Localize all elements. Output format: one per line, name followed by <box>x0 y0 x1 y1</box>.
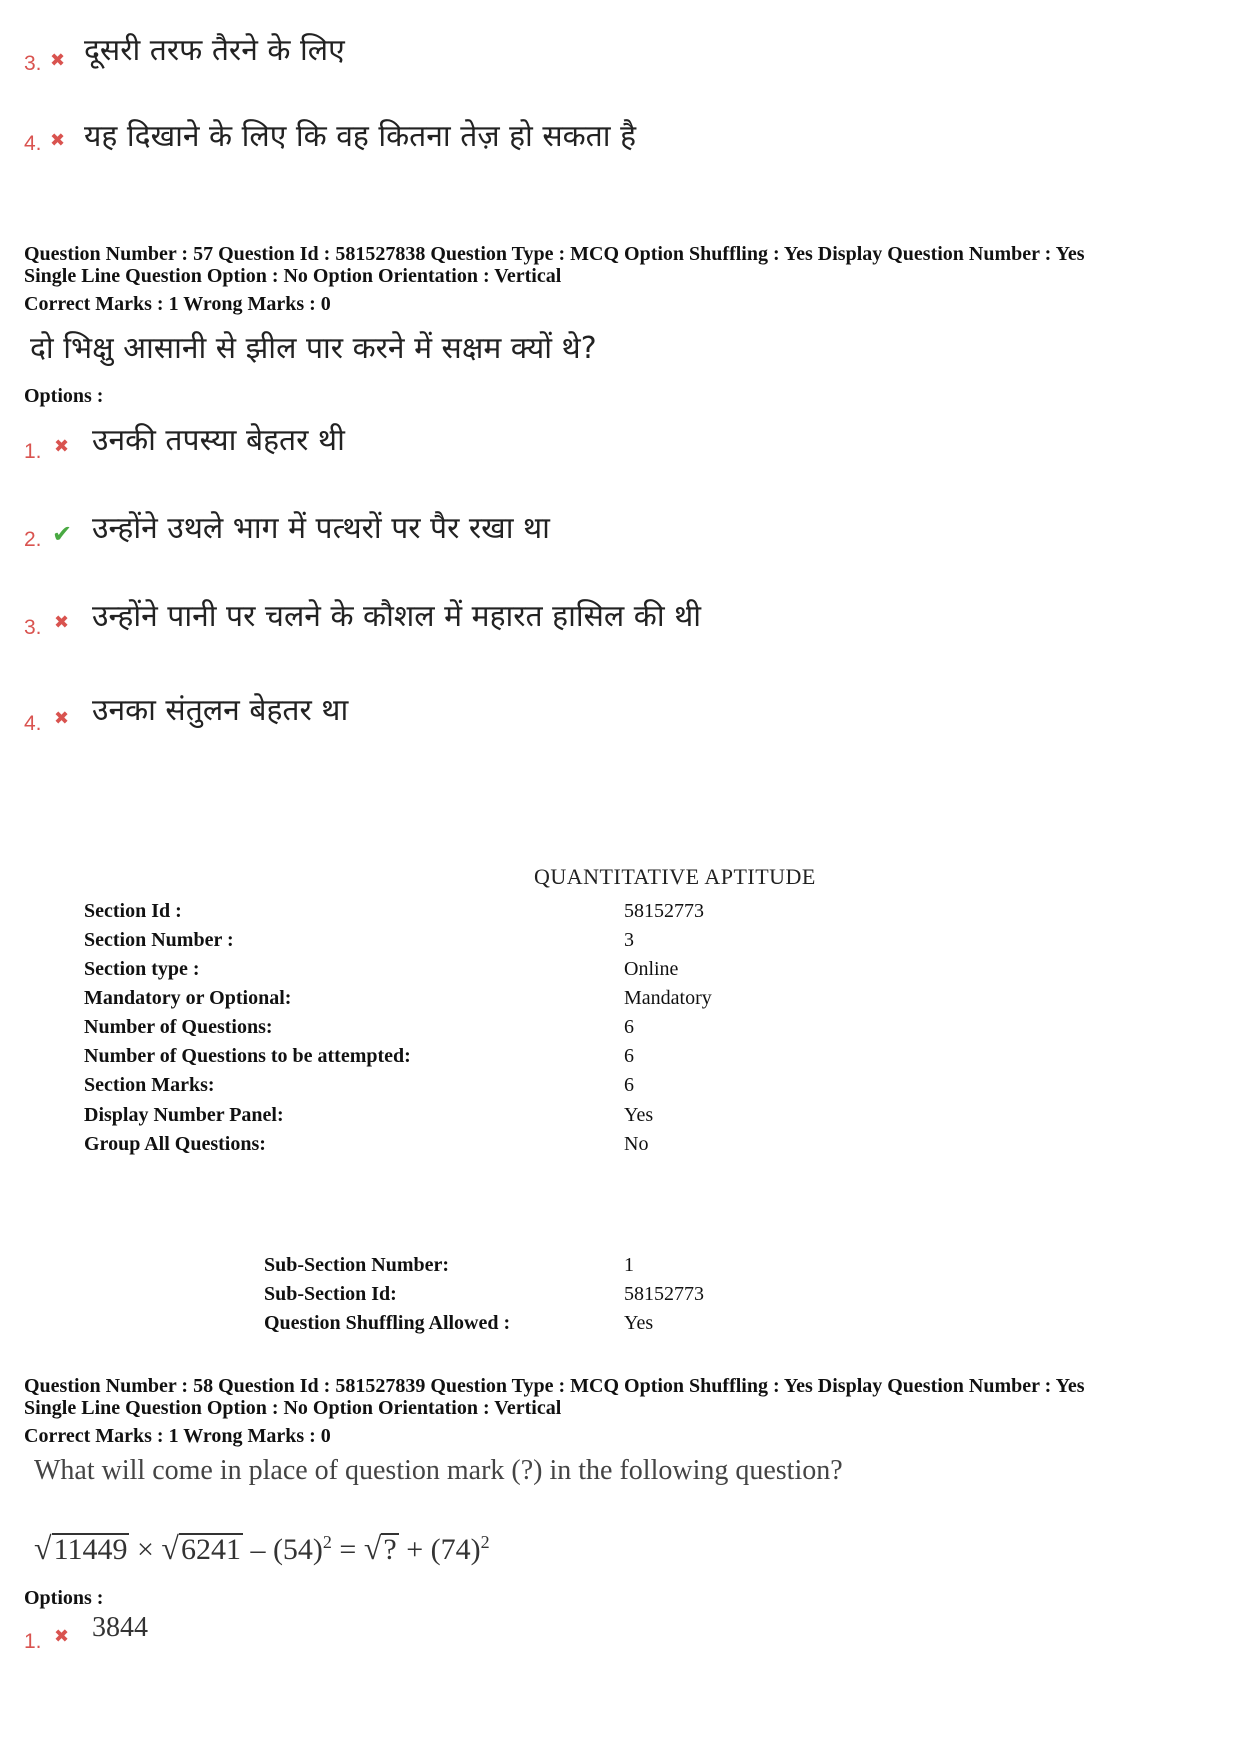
cross-icon: ✖ <box>54 1626 70 1647</box>
section-value: 6 <box>624 1016 634 1038</box>
radicand-3: ? <box>383 1533 397 1566</box>
section-label: Section Id : <box>84 900 182 922</box>
section-title: QUANTITATIVE APTITUDE <box>534 864 816 889</box>
subsection-value: Yes <box>624 1312 654 1334</box>
question-text: दो भिक्षु आसानी से झील पार करने में सक्षम क्यों थे? <box>30 331 597 366</box>
section-value: Online <box>624 958 679 980</box>
section-label: Number of Questions to be attempted: <box>84 1045 411 1067</box>
option-number: 4. <box>24 712 42 735</box>
option-number: 1. <box>24 1630 42 1653</box>
section-value: 6 <box>624 1074 634 1096</box>
section-value: 3 <box>624 929 634 951</box>
section-label: Section type : <box>84 958 200 980</box>
section-value: Mandatory <box>624 987 712 1009</box>
section-label: Section Marks: <box>84 1074 215 1096</box>
equals-sign: = <box>339 1533 357 1566</box>
options-label: Options : <box>24 1587 104 1609</box>
section-label: Number of Questions: <box>84 1016 273 1038</box>
subsection-label: Question Shuffling Allowed : <box>264 1312 511 1334</box>
options-label: Options : <box>24 385 104 407</box>
option-text: 3844 <box>92 1612 148 1643</box>
section-value: No <box>624 1133 649 1155</box>
check-icon: ✔ <box>52 520 73 548</box>
subsection-label: Sub-Section Number: <box>264 1254 450 1276</box>
subsection-value: 1 <box>624 1254 634 1276</box>
equation: $√11449 \times √6241 - (54)^2$ = √? + $(74)^2$ <box>34 1530 490 1566</box>
cross-icon: ✖ <box>50 130 66 151</box>
cross-icon: ✖ <box>54 708 70 729</box>
section-value: 6 <box>624 1045 634 1067</box>
question-meta-line2: Single Line Question Option : No Option Orientation : Vertical <box>24 1397 562 1419</box>
question-meta-line2: Single Line Question Option : No Option Orientation : Vertical <box>24 265 562 287</box>
question-meta-line1: Question Number : 58 Question Id : 581527839 Question Type : MCQ Option Shuffling : Yes Display Question Number : Yes <box>24 1375 1085 1397</box>
question-marks: Correct Marks : 1 Wrong Marks : 0 <box>24 1425 331 1447</box>
section-label: Display Number Panel: <box>84 1104 284 1126</box>
option-number: 2. <box>24 528 42 551</box>
option-text: उन्होंने उथले भाग में पत्थरों पर पैर रखा था <box>92 511 550 546</box>
option-text: यह दिखाने के लिए कि वह कितना तेज़ हो सकता है <box>84 119 637 154</box>
option-text: उन्होंने पानी पर चलने के कौशल में महारत हासिल की थी <box>92 599 702 634</box>
section-value: Yes <box>624 1104 654 1126</box>
plus-term: + (74) <box>406 1533 481 1566</box>
question-text: What will come in place of question mark (?) in the following question? <box>34 1455 843 1486</box>
option-text: उनकी तपस्या बेहतर थी <box>92 423 345 458</box>
minus-term: – (54) <box>250 1533 323 1566</box>
section-label: Mandatory or Optional: <box>84 987 292 1009</box>
cross-icon: ✖ <box>54 612 70 633</box>
radicand-2: 6241 <box>180 1533 241 1566</box>
option-text: उनका संतुलन बेहतर था <box>92 693 349 728</box>
section-value: 58152773 <box>624 900 704 922</box>
question-marks: Correct Marks : 1 Wrong Marks : 0 <box>24 293 331 315</box>
section-label: Section Number : <box>84 929 234 951</box>
exponent-2: 2 <box>480 1532 490 1552</box>
radicand-1: 11449 <box>53 1533 128 1566</box>
option-number: 1. <box>24 440 42 463</box>
cross-icon: ✖ <box>54 436 70 457</box>
question-meta-line1: Question Number : 57 Question Id : 581527838 Question Type : MCQ Option Shuffling : Yes Display Question Number : Yes <box>24 243 1085 265</box>
subsection-value: 58152773 <box>624 1283 704 1305</box>
section-label: Group All Questions: <box>84 1133 266 1155</box>
option-number: 3. <box>24 52 42 75</box>
cross-icon: ✖ <box>50 50 66 71</box>
option-text: दूसरी तरफ तैरने के लिए <box>84 33 345 68</box>
subsection-label: Sub-Section Id: <box>264 1283 397 1305</box>
option-number: 4. <box>24 132 42 155</box>
times-sign: × <box>136 1533 154 1566</box>
option-number: 3. <box>24 616 42 639</box>
exponent-1: 2 <box>322 1532 332 1552</box>
